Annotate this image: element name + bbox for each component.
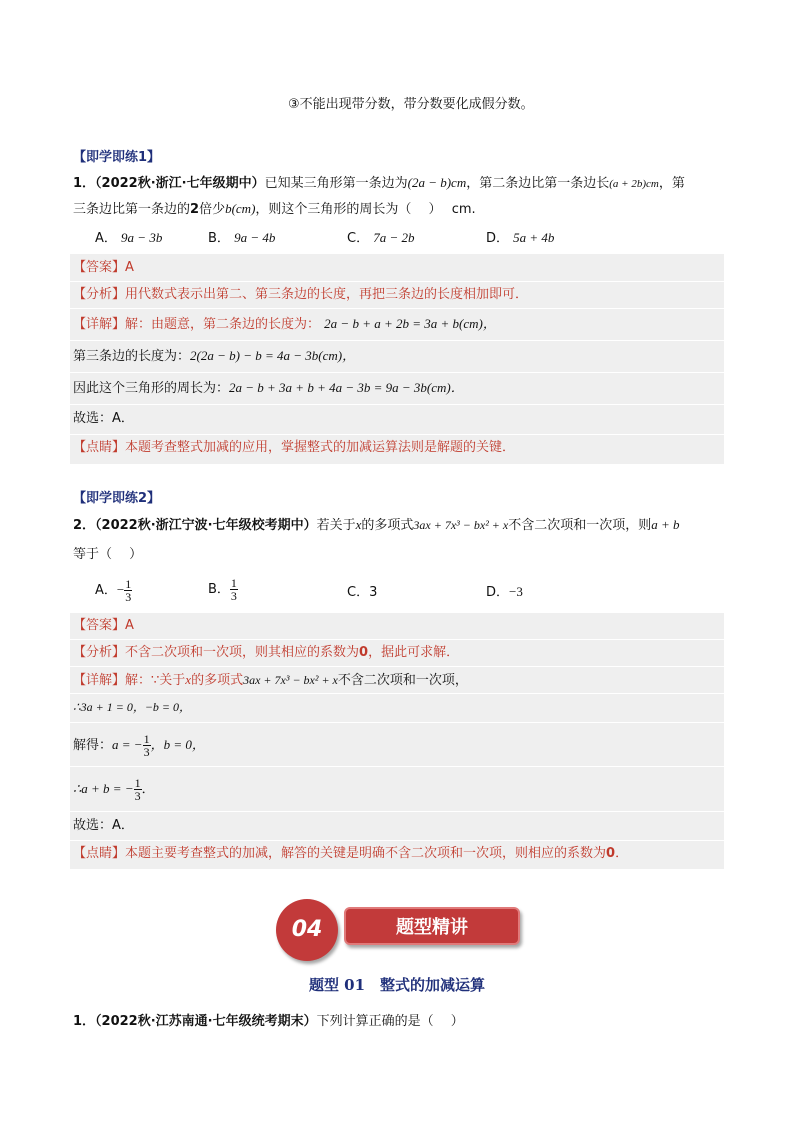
divider [70,434,724,435]
question-text: ，第二条边比第一条边长 [466,176,610,191]
option-value: 3 [369,585,378,600]
step-text: 第三条边的长度为： [73,349,191,364]
question-source: （2022秋·浙江·七年级期中） [95,176,265,191]
minus-sign: − [116,582,125,597]
question-number: 2． [73,518,96,533]
option-b[interactable] [208,227,275,246]
numerator: 1 [125,577,132,591]
choice-text: 故选： [73,818,113,833]
polynomial-expr: 3ax + 7x³ − bx² + x [413,518,509,532]
step-expr: 2a − b + 3a + b + 4a − 3b = 9a − 3b(cm)． [229,380,464,395]
period: . [471,202,476,217]
period: ． [141,782,155,797]
perimeter-row [73,376,464,400]
answer-tag: 【答案】 [73,260,126,275]
detail-text: 解：∵关于 [125,673,186,688]
question-3-line [73,1010,464,1029]
option-expr: 9a − 3b [121,230,163,245]
divider [70,766,724,767]
analysis-text: 用代数式表示出第二、第三条边的长度，再把三条边的长度相加即可． [125,287,529,302]
answer-row [73,256,134,280]
practice-1-question-line2 [73,198,476,217]
comment-tag: 【点睛】 [73,846,126,861]
option-a[interactable] [95,574,132,606]
option-label: A． [95,231,117,246]
analysis-tag: 【分析】 [73,287,126,302]
question-text: 已知某三角形第一条边为 [264,176,408,191]
question-source: （2022秋·江苏南通·七年级统考期末） [95,1014,317,1029]
question-text: 若关于 [316,518,356,533]
answer-tag: 【答案】 [73,618,126,633]
unit-label: cm [451,202,472,217]
choice-row [73,814,134,838]
section-title-banner: 题型精讲 [344,907,520,945]
option-d[interactable] [486,227,554,246]
analysis-zero: 0 [359,645,369,660]
denominator: 3 [230,589,237,603]
solve-expr: a = − [112,737,143,752]
polynomial-expr: 3ax + 7x³ − bx² + x [243,673,338,687]
answer-value: A [125,260,134,275]
question-number: 1． [73,176,96,191]
detail-expr: 2a − b + a + 2b = 3a + b(cm)， [324,316,496,331]
fraction [124,578,132,603]
fraction [143,733,151,758]
divider [70,372,724,373]
choice-text: 故选： [73,411,113,426]
option-c[interactable] [347,581,377,600]
detail-text: 解：由题意，第二条边的长度为： [125,317,321,332]
comment-zero: 0 [606,846,616,861]
detail-tag: 【详解】 [73,673,126,688]
option-d[interactable] [486,581,523,600]
detail-tag: 【详解】 [73,317,126,332]
detail-row [73,668,468,692]
analysis-row [73,283,528,307]
question-number: 1． [73,1014,96,1029]
option-label: C． [347,231,370,246]
condition-row [73,695,191,719]
answer-row [73,614,134,638]
side2-expr: (a + 2b)cm [609,178,659,190]
option-c[interactable] [347,227,415,246]
divider [70,722,724,723]
option-label: D． [486,585,510,600]
question-text: ，第 [658,176,685,191]
comment-text: 本题主要考查整式的加减，解答的关键是明确不含二次项和一次项，则相应的系数为 [125,846,607,861]
question-source: （2022秋·浙江宁波·七年级校考期中） [95,518,317,533]
divider [70,693,724,694]
step-expr: 2(2a − b) − b = 4a − 3b(cm)， [190,348,356,363]
option-label: C． [347,585,370,600]
divider [70,840,724,841]
divider [70,404,724,405]
divider [70,281,724,282]
option-a[interactable] [95,227,162,246]
numerator: 1 [143,732,150,746]
question-number-2: 2 [190,202,200,217]
option-expr: 7a − 2b [373,230,415,245]
question-text: ，则这个三角形的周长为（ ） [255,202,442,217]
fraction [134,777,142,802]
practice-1-heading: 【即学即练1】 [73,150,161,165]
numerator: 1 [134,776,141,790]
sum-row [73,770,155,808]
analysis-text: ，据此可求解． [368,645,460,660]
sum-expr: a + b [651,517,680,532]
detail-text: 的多项式 [191,673,244,688]
question-text: 不含二次项和一次项，则 [508,518,652,533]
detail-row [73,312,496,336]
section-subtitle: 题型 01 整式的加减运算 [308,976,486,994]
analysis-tag: 【分析】 [73,645,126,660]
comment-row [73,436,515,460]
divider [70,308,724,309]
practice-2-question-line1 [73,514,680,533]
var-x: x [355,517,362,532]
analysis-text: 不含二次项和一次项，则其相应的系数为 [125,645,360,660]
numerator: 1 [230,576,237,590]
solve-row [73,726,205,764]
divider [70,666,724,667]
option-label: B． [208,231,230,246]
condition-expr: ∴3a + 1 = 0，−b = 0， [73,700,192,714]
divider [70,639,724,640]
choice-value: A． [112,818,134,833]
detail-text: 不含二次项和一次项， [337,673,468,688]
question-text: 倍少 [199,202,226,217]
option-label: A． [95,583,117,598]
option-expr: 9a − 4b [234,230,276,245]
third-side-row [73,344,355,368]
var-x: x [185,672,192,687]
rule-note: ③不能出现带分数，带分数要化成假分数。 [288,97,534,112]
fraction [230,577,238,602]
denominator: 3 [143,745,150,759]
option-label: B． [208,582,230,597]
step-text: 因此这个三角形的周长为： [73,381,230,396]
option-label: D． [486,231,510,246]
divider [70,340,724,341]
option-b[interactable] [208,574,238,606]
solve-expr: ，b = 0， [150,737,205,752]
denominator: 3 [125,590,132,604]
option-value: −3 [509,584,523,599]
practice-2-question-line2: 等于（ ） [73,547,143,562]
comment-row [73,842,628,866]
denominator: 3 [134,789,141,803]
period: ． [615,846,629,861]
option-expr: 5a + 4b [513,230,555,245]
question-text: 的多项式 [361,518,414,533]
comment-text: 本题考查整式加减的应用，掌握整式的加减运算法则是解题的关键． [125,440,516,455]
side3-expr: b(cm) [225,201,256,216]
practice-2-heading: 【即学即练2】 [73,491,161,506]
analysis-row [73,641,459,665]
sum-expr: ∴a + b = − [73,781,134,796]
comment-tag: 【点睛】 [73,440,126,455]
question-text: 下列计算正确的是（ ） [316,1014,464,1029]
section-number-badge: 04 [276,899,338,961]
divider [70,811,724,812]
solve-text: 解得： [73,738,113,753]
choice-row [73,407,134,431]
side1-expr: (2a − b)cm [407,175,467,190]
practice-1-question-line1 [73,172,685,191]
choice-value: A． [112,411,134,426]
answer-value: A [125,618,134,633]
question-text: 三条边比第一条边的 [73,202,191,217]
